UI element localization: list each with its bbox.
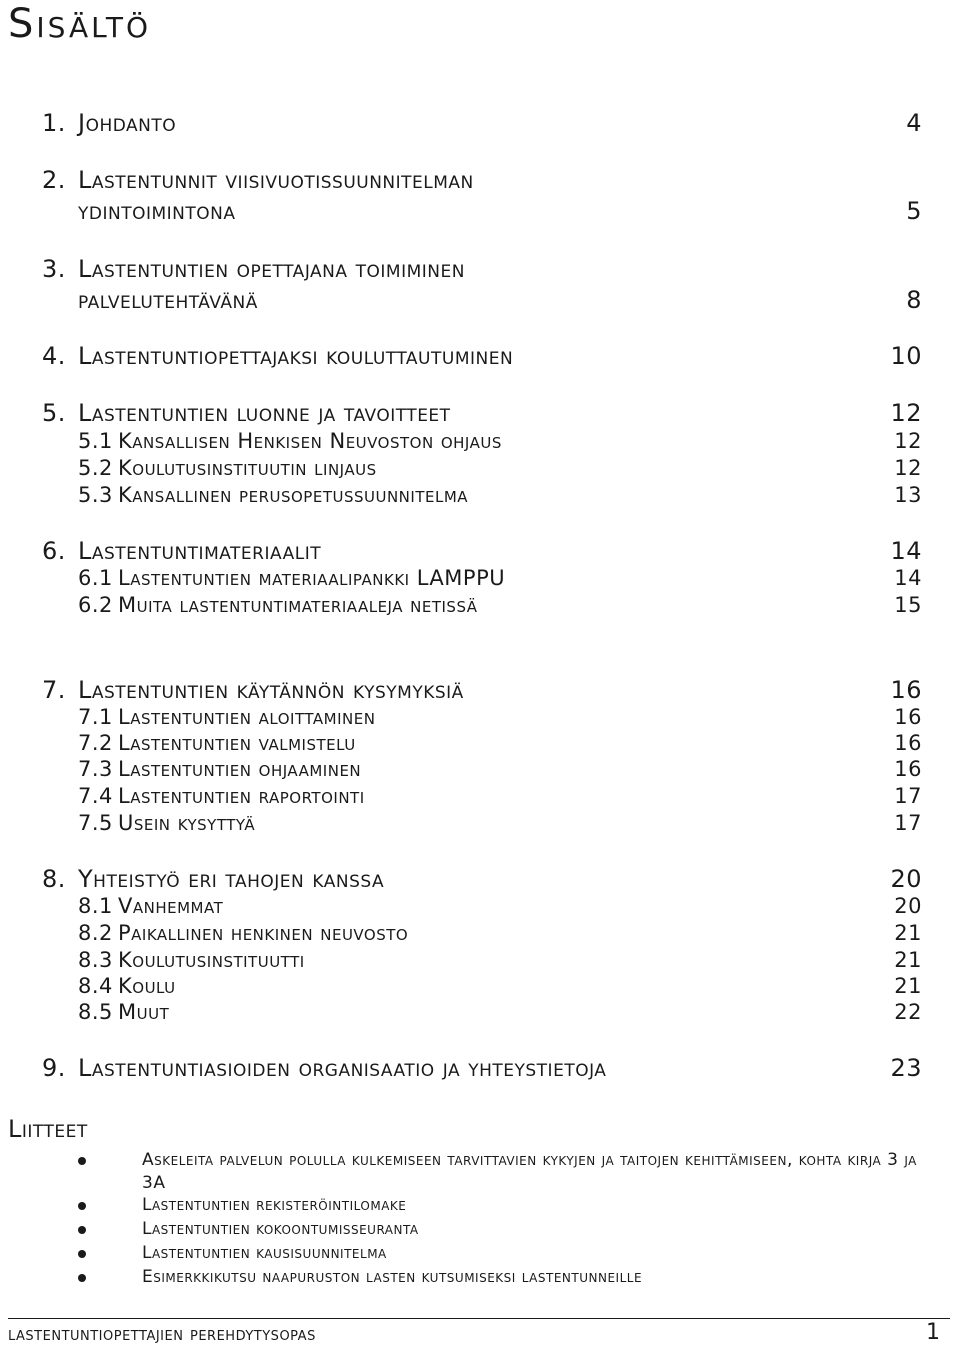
toc-entry-number: 2. [42, 166, 66, 194]
toc-entry-number: 7. [42, 676, 66, 704]
attachment-item-label: Lastentuntien kausisuunnitelma [142, 1243, 387, 1263]
bullet-icon [78, 1202, 86, 1210]
toc-page-number: 21 [894, 948, 922, 972]
toc-entry-continuation[interactable] [0, 285, 960, 315]
toc-page-number: 14 [890, 537, 922, 565]
toc-entry-text: palvelutehtävänä [78, 286, 258, 314]
toc-entry[interactable] [0, 1053, 960, 1083]
toc-entry-number: 5. [42, 399, 66, 427]
toc-entry-number: 9. [42, 1054, 66, 1082]
toc-page-number: 20 [894, 894, 922, 918]
toc-entry-number: 3. [42, 255, 66, 283]
toc-page-number: 16 [894, 705, 922, 729]
toc-page-number: 10 [890, 342, 922, 370]
toc-entry-number: 6.1 [78, 566, 113, 590]
toc-entry-text: Lastentuntiopettajaksi kouluttautuminen [78, 342, 514, 370]
toc-entry-continuation[interactable] [0, 196, 960, 226]
toc-entry[interactable] [0, 398, 960, 428]
toc-page-number: 22 [894, 1000, 922, 1024]
toc-entry-text: Lastentuntien raportointi [118, 784, 365, 808]
attachment-item[interactable] [142, 1242, 922, 1265]
toc-entry-text: Lastentuntien luonne ja tavoitteet [78, 399, 451, 427]
bullet-icon [78, 1250, 86, 1258]
toc-page-number: 20 [890, 865, 922, 893]
toc-entry-text: Vanhemmat [118, 894, 224, 918]
toc-entry[interactable] [0, 864, 960, 894]
toc-entry-text: Lastentuntien materiaalipankki LAMPPU [118, 566, 506, 590]
toc-entry-number: 7.3 [78, 757, 113, 781]
toc-subentry[interactable] [0, 592, 960, 618]
toc-page-number: 4 [906, 109, 922, 137]
toc-entry-text: Kansallinen perusopetussuunnitelma [118, 483, 469, 507]
toc-entry-text: Lastentunnit viisivuotissuunnitelman [78, 166, 474, 194]
toc-entry-text: Paikallinen henkinen neuvosto [118, 921, 409, 945]
toc-entry[interactable] [0, 341, 960, 371]
toc-entry-number: 7.4 [78, 784, 113, 808]
toc-entry-text: Johdanto [78, 109, 177, 137]
toc-entry-number: 6. [42, 537, 66, 565]
toc-page-number: 16 [894, 757, 922, 781]
page-title: Sisältö [8, 1, 151, 47]
toc-entry[interactable] [0, 675, 960, 705]
toc-entry-number: 4. [42, 342, 66, 370]
attachments-heading: Liitteet [8, 1115, 88, 1143]
toc-page-number: 13 [894, 483, 922, 507]
toc-entry-number: 6.2 [78, 593, 113, 617]
toc-entry-number: 1. [42, 109, 66, 137]
toc-entry-text: Lastentuntiasioiden organisaatio ja yhteystietoja [78, 1054, 607, 1082]
toc-entry-number: 8.3 [78, 948, 113, 972]
toc-page-number: 8 [906, 286, 922, 314]
attachment-item-label: Lastentuntien kokoontumisseuranta [142, 1219, 419, 1239]
toc-entry-text: Koulutusinstituutti [118, 948, 305, 972]
toc-entry-text: Lastentuntimateriaalit [78, 537, 322, 565]
toc-entry-number: 7.2 [78, 731, 113, 755]
toc-page-number: 15 [894, 593, 922, 617]
toc-entry-number: 8.1 [78, 894, 113, 918]
toc-entry-number: 5.1 [78, 429, 113, 453]
toc-entry-text: Lastentuntien opettajana toimiminen [78, 255, 465, 283]
toc-subentry[interactable] [0, 973, 960, 999]
toc-entry-text: Koulu [118, 974, 176, 998]
toc-subentry[interactable] [0, 947, 960, 973]
toc-subentry[interactable] [0, 730, 960, 756]
toc-entry-text: ydintoimintona [78, 197, 236, 225]
toc-page-number: 23 [890, 1054, 922, 1082]
toc-entry-number: 8.5 [78, 1000, 113, 1024]
toc-entry-text: Lastentuntien ohjaaminen [118, 757, 362, 781]
toc-entry-text: Muita lastentuntimateriaaleja netissä [118, 593, 478, 617]
toc-subentry[interactable] [0, 565, 960, 591]
toc-subentry[interactable] [0, 756, 960, 782]
toc-entry[interactable] [0, 165, 960, 195]
toc-subentry[interactable] [0, 783, 960, 809]
toc-entry-text: Lastentuntien aloittaminen [118, 705, 376, 729]
footer-page-number: 1 [926, 1320, 940, 1345]
toc-subentry[interactable] [0, 482, 960, 508]
toc-entry[interactable] [0, 108, 960, 138]
toc-page-number: 5 [906, 197, 922, 225]
toc-entry-text: Yhteistyö eri tahojen kanssa [78, 865, 385, 893]
toc-entry-text: Usein kysyttyä [118, 811, 256, 835]
toc-subentry[interactable] [0, 999, 960, 1025]
toc-page-number: 17 [894, 784, 922, 808]
toc-page-number: 12 [890, 399, 922, 427]
toc-page-number: 16 [890, 676, 922, 704]
attachment-item[interactable] [142, 1266, 922, 1289]
attachment-item-label: Lastentuntien rekisteröintilomake [142, 1195, 407, 1215]
bullet-icon [78, 1157, 86, 1165]
bullet-icon [78, 1226, 86, 1234]
toc-entry-text: Kansallisen Henkisen Neuvoston ohjaus [118, 429, 502, 453]
toc-subentry[interactable] [0, 893, 960, 919]
toc-page-number: 14 [894, 566, 922, 590]
toc-entry-number: 7.5 [78, 811, 113, 835]
toc-entry-text: Lastentuntien käytännön kysymyksiä [78, 676, 464, 704]
footer-divider [8, 1318, 950, 1319]
toc-entry-text: Muut [118, 1000, 170, 1024]
toc-page-number: 21 [894, 921, 922, 945]
toc-subentry[interactable] [0, 810, 960, 836]
toc-page-number: 12 [894, 456, 922, 480]
attachment-item-label: Esimerkkikutsu naapuruston lasten kutsumiseksi lastentunneille [142, 1267, 643, 1287]
attachment-item[interactable] [142, 1194, 922, 1217]
toc-page-number: 12 [894, 429, 922, 453]
attachment-item[interactable] [142, 1149, 922, 1195]
toc-entry-number: 5.2 [78, 456, 113, 480]
toc-page-number: 16 [894, 731, 922, 755]
attachment-item[interactable] [142, 1218, 922, 1241]
toc-entry-number: 8. [42, 865, 66, 893]
bullet-icon [78, 1274, 86, 1282]
toc-subentry[interactable] [0, 704, 960, 730]
toc-entry-number: 8.4 [78, 974, 113, 998]
toc-entry-number: 5.3 [78, 483, 113, 507]
toc-subentry[interactable] [0, 428, 960, 454]
toc-page-number: 17 [894, 811, 922, 835]
attachment-item-label: Askeleita palvelun polulla kulkemiseen tarvittavien kykyjen ja taitojen kehittämiseen, kohta kirja 3 ja 3A [142, 1150, 917, 1193]
toc-entry[interactable] [0, 254, 960, 284]
toc-entry-text: Lastentuntien valmistelu [118, 731, 356, 755]
toc-subentry[interactable] [0, 920, 960, 946]
toc-entry-text: Koulutusinstituutin linjaus [118, 456, 377, 480]
toc-page-number: 21 [894, 974, 922, 998]
toc-entry-number: 8.2 [78, 921, 113, 945]
footer-title: lastentuntiopettajien perehdytysopas [8, 1323, 316, 1345]
toc-subentry[interactable] [0, 455, 960, 481]
toc-entry-number: 7.1 [78, 705, 113, 729]
toc-entry[interactable] [0, 536, 960, 566]
